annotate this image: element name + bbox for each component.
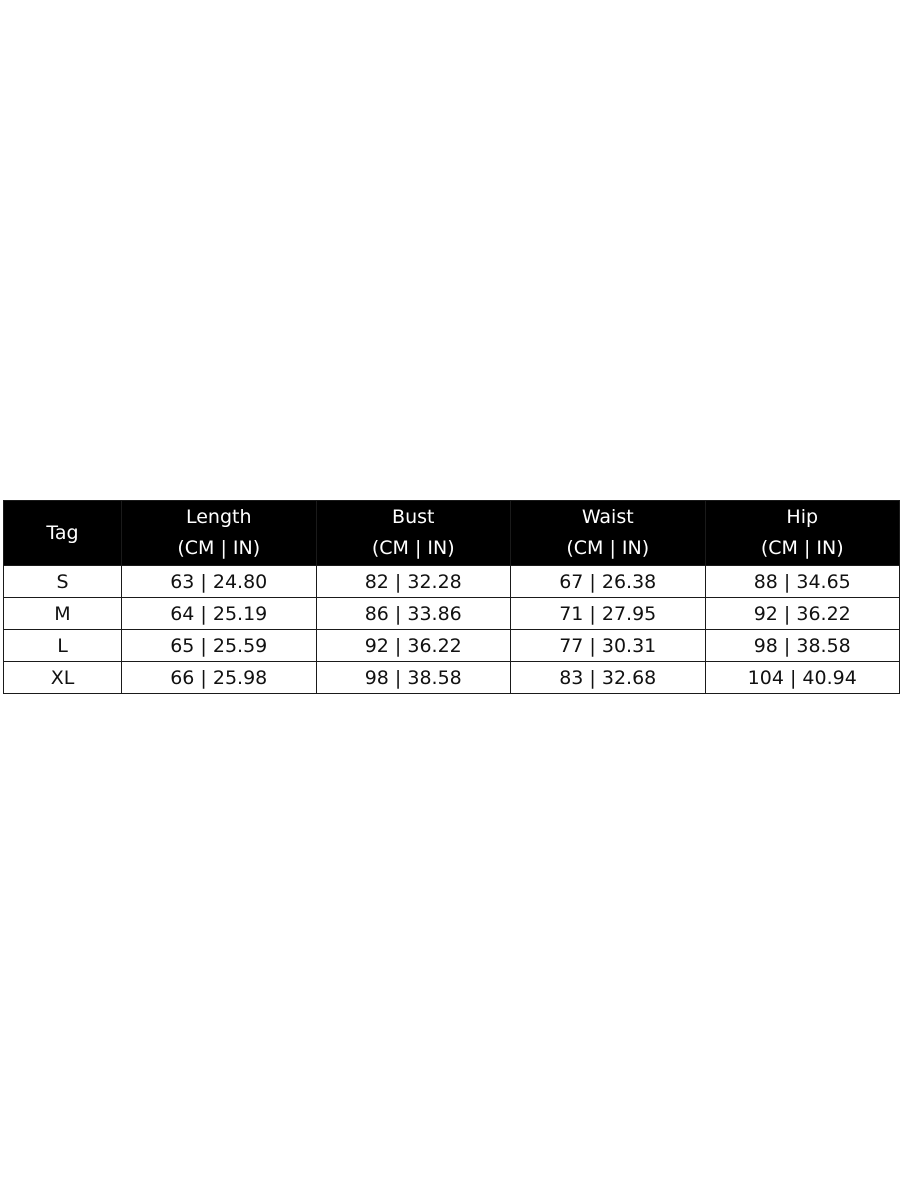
cell-waist: 77 | 30.31	[511, 630, 706, 662]
cell-tag: S	[4, 566, 122, 598]
cell-hip: 104 | 40.94	[705, 662, 900, 694]
size-chart-header	[4, 501, 900, 566]
header-hip-unit: (CM | IN)	[760, 537, 844, 559]
table-row-s	[4, 566, 900, 598]
header-bust	[316, 501, 511, 566]
cell-hip: 92 | 36.22	[705, 598, 900, 630]
cell-tag: XL	[4, 662, 122, 694]
cell-length: 64 | 25.19	[122, 598, 317, 630]
cell-hip: 88 | 34.65	[705, 566, 900, 598]
header-bust-name: Bust	[392, 506, 435, 528]
header-row	[4, 501, 900, 566]
cell-tag: L	[4, 630, 122, 662]
header-length-name: Length	[185, 506, 252, 528]
header-length-unit: (CM | IN)	[177, 537, 261, 559]
cell-length: 66 | 25.98	[122, 662, 317, 694]
cell-bust: 92 | 36.22	[316, 630, 511, 662]
cell-length: 63 | 24.80	[122, 566, 317, 598]
table-row-m	[4, 598, 900, 630]
header-hip	[705, 501, 900, 566]
header-waist-unit: (CM | IN)	[566, 537, 650, 559]
cell-bust: 82 | 32.28	[316, 566, 511, 598]
cell-waist: 83 | 32.68	[511, 662, 706, 694]
cell-length: 65 | 25.59	[122, 630, 317, 662]
header-hip-name: Hip	[786, 506, 819, 528]
header-length	[122, 501, 317, 566]
size-chart-body	[4, 566, 900, 694]
header-waist-name: Waist	[581, 506, 634, 528]
size-chart-table	[3, 500, 900, 694]
cell-bust: 98 | 38.58	[316, 662, 511, 694]
header-tag: Tag	[4, 501, 122, 566]
cell-tag: M	[4, 598, 122, 630]
table-row-xl	[4, 662, 900, 694]
cell-bust: 86 | 33.86	[316, 598, 511, 630]
cell-hip: 98 | 38.58	[705, 630, 900, 662]
cell-waist: 71 | 27.95	[511, 598, 706, 630]
cell-waist: 67 | 26.38	[511, 566, 706, 598]
header-bust-unit: (CM | IN)	[371, 537, 455, 559]
header-waist	[511, 501, 706, 566]
table-row-l	[4, 630, 900, 662]
